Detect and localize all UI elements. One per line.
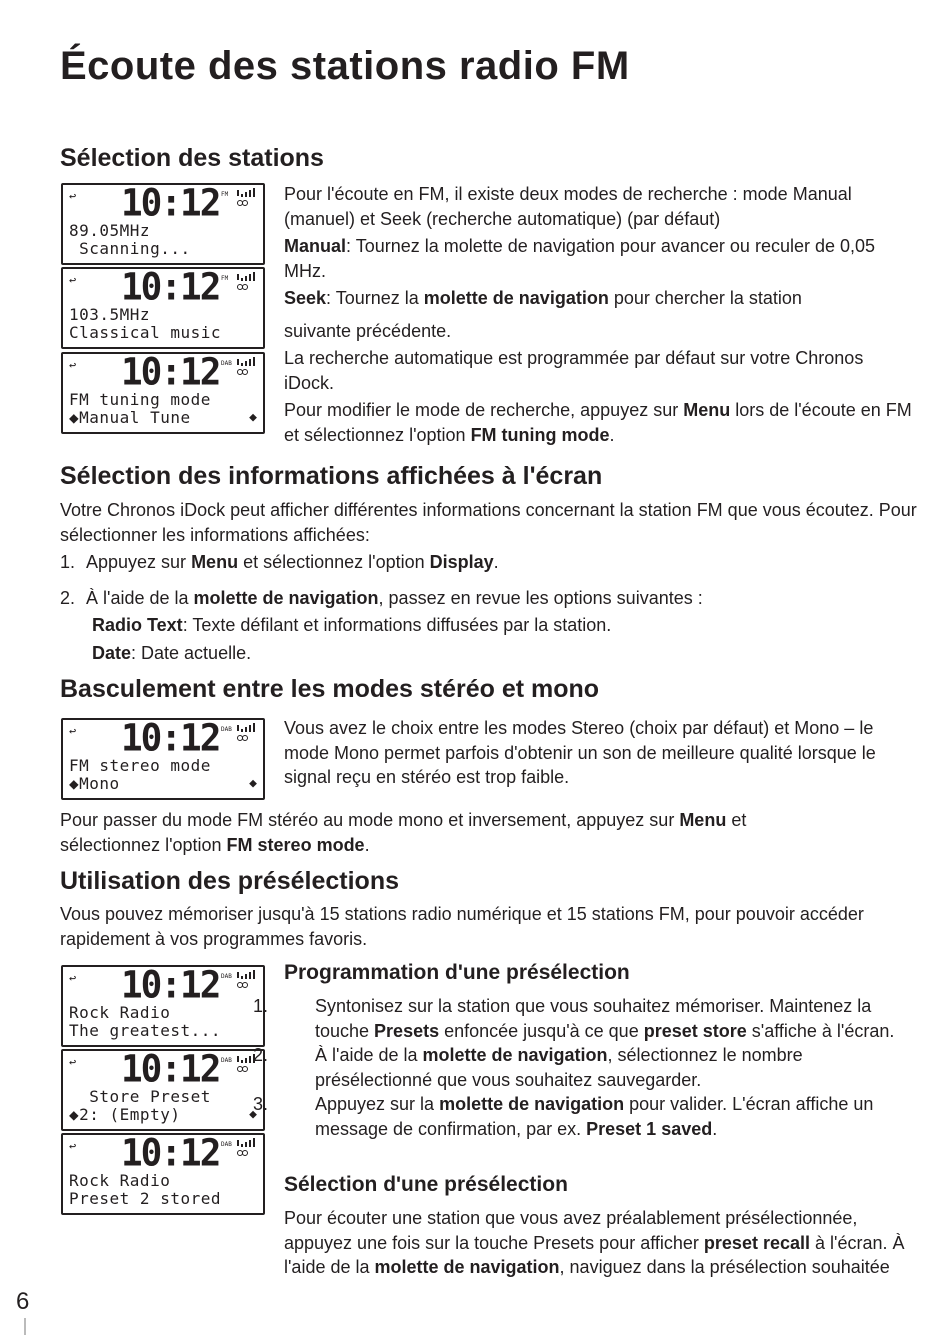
lcd-line-1: FM tuning mode (69, 390, 211, 409)
page-edge-bar (24, 1318, 26, 1335)
back-arrow-icon: ↩ (69, 971, 77, 985)
lcd-display-scanning (61, 183, 265, 265)
selector-arrow-icon: ◆ (249, 1107, 257, 1122)
section3-side-text (284, 716, 904, 790)
lcd-line-1: Store Preset (69, 1087, 211, 1106)
subheading-program-preset: Programmation d'une présélection (284, 961, 630, 984)
lcd-line-2: ◆Mono (69, 774, 120, 793)
lcd-line-2: The greatest... (69, 1021, 221, 1040)
band-indicator: DAB (221, 726, 232, 733)
section3-text (60, 808, 850, 857)
lcd-clock: 10:12 (121, 181, 220, 226)
signal-icon (237, 187, 255, 209)
section-heading-presets: Utilisation des présélections (60, 867, 399, 895)
lcd-display-tuning-mode (61, 352, 265, 434)
lcd-line-1: Rock Radio (69, 1003, 171, 1022)
paragraph: suivante précédente. (284, 320, 452, 341)
paragraph: Vous avez le choix entre les modes Stereo (choix par défaut) et Mono – le mode Mono permet parfois d'obtenir un son de meilleure qualité lorsque le signal reçu en stéréo est trop faible. (284, 718, 876, 787)
lcd-line-1: FM stereo mode (69, 756, 211, 775)
list-item: 1. Syntonisez sur la station que vous souhaitez mémoriser. Maintenez la touche Presets enfoncée jusqu'à ce que preset store s'affiche à l'écran. (253, 996, 895, 1041)
lcd-line-2: Classical music (69, 323, 221, 342)
paragraph: Pour passer du mode FM stéréo au mode mono et inversement, appuyez sur Menu et sélectionnez l'option FM stereo mode. (60, 810, 747, 855)
lcd-clock: 10:12 (121, 350, 220, 395)
section2-text (60, 498, 920, 665)
paragraph: Seek: Tournez la molette de navigation pour chercher la station (284, 288, 802, 308)
back-arrow-icon: ↩ (69, 724, 77, 738)
lcd-line-2: Scanning... (69, 239, 191, 258)
section-heading-station-selection: Sélection des stations (60, 144, 324, 172)
lcd-display-preset-stored (61, 1133, 265, 1215)
lcd-clock: 10:12 (121, 265, 220, 310)
subheading-select-preset: Sélection d'une présélection (284, 1173, 568, 1196)
section4-intro (60, 902, 910, 951)
signal-icon (237, 271, 255, 293)
signal-icon (237, 969, 255, 991)
paragraph: Vous pouvez mémoriser jusqu'à 15 stations radio numérique et 15 stations FM, pour pouvoir accéder rapidement à vos programmes favoris. (60, 904, 864, 949)
band-indicator: DAB (221, 1141, 232, 1148)
preset-steps (253, 994, 909, 1141)
page-title: Écoute des stations radio FM (60, 44, 630, 88)
lcd-line-1: 103.5MHz (69, 305, 151, 324)
section1-text (284, 182, 914, 447)
paragraph: Pour écouter une station que vous avez préalablement présélectionnée, appuyez une fois sur la touche Presets pour afficher preset recall à l'écran. À l'aide de la molette de navigation, naviguez dans la présélection souhaitée (284, 1208, 905, 1277)
lcd-display-classical (61, 267, 265, 349)
signal-icon (237, 1137, 255, 1159)
page-number: 6 (16, 1288, 30, 1315)
paragraph: La recherche automatique est programmée par défaut sur votre Chronos iDock. (284, 348, 864, 393)
signal-icon (237, 356, 255, 378)
list-item: 3. Appuyez sur la molette de navigation pour valider. L'écran affiche un message de confirmation, par ex. Preset 1 saved. (253, 1094, 874, 1139)
back-arrow-icon: ↩ (69, 1139, 77, 1153)
back-arrow-icon: ↩ (69, 189, 77, 203)
list-item: 1. Appuyez sur Menu et sélectionnez l'option Display. (60, 552, 499, 572)
band-indicator: DAB (221, 1057, 232, 1064)
lcd-line-1: 89.05MHz (69, 221, 151, 240)
selector-arrow-icon: ◆ (249, 410, 257, 425)
lcd-line-2: ◆2: (Empty) (69, 1105, 181, 1124)
list-item: 2. À l'aide de la molette de navigation, sélectionnez le nombre présélectionné que vous souhaitez sauvegarder. (253, 1045, 803, 1090)
band-indicator: DAB (221, 360, 232, 367)
section-heading-display-info: Sélection des informations affichées à l'écran (60, 462, 603, 490)
lcd-line-2: ◆Manual Tune (69, 408, 191, 427)
select-preset-text (284, 1206, 914, 1280)
selector-arrow-icon: ◆ (249, 776, 257, 791)
band-indicator: DAB (221, 973, 232, 980)
paragraph: Pour modifier le mode de recherche, appuyez sur Menu lors de l'écoute en FM et sélectionnez l'option FM tuning mode. (284, 400, 912, 445)
lcd-clock: 10:12 (121, 716, 220, 761)
lcd-clock: 10:12 (121, 1047, 220, 1092)
lcd-clock: 10:12 (121, 963, 220, 1008)
list-item: 2. À l'aide de la molette de navigation, passez en revue les options suivantes : (60, 587, 703, 608)
list-subitem: Radio Text: Texte défilant et informations diffusées par la station. (92, 615, 612, 635)
band-indicator: FM (221, 275, 229, 282)
lcd-display-store-preset (61, 1049, 265, 1131)
lcd-display-rock-radio (61, 965, 265, 1047)
back-arrow-icon: ↩ (69, 358, 77, 372)
lcd-clock: 10:12 (121, 1131, 220, 1176)
paragraph: Manual: Tournez la molette de navigation pour avancer ou reculer de 0,05 MHz. (284, 236, 876, 281)
paragraph: Pour l'écoute en FM, il existe deux modes de recherche : mode Manual (manuel) et Seek (recherche automatique) (par défaut) (284, 184, 852, 229)
signal-icon (237, 722, 255, 744)
lcd-line-1: Rock Radio (69, 1171, 171, 1190)
back-arrow-icon: ↩ (69, 273, 77, 287)
list-subitem: Date: Date actuelle. (92, 642, 252, 663)
lcd-line-2: Preset 2 stored (69, 1189, 221, 1208)
back-arrow-icon: ↩ (69, 1055, 77, 1069)
lcd-display-stereo-mode (61, 718, 265, 800)
paragraph: Votre Chronos iDock peut afficher différentes informations concernant la station FM que vous écoutez. Pour sélectionner les informations affichées: (60, 500, 917, 545)
section-heading-stereo-mono: Basculement entre les modes stéréo et mono (60, 675, 600, 703)
band-indicator: FM (221, 191, 229, 198)
